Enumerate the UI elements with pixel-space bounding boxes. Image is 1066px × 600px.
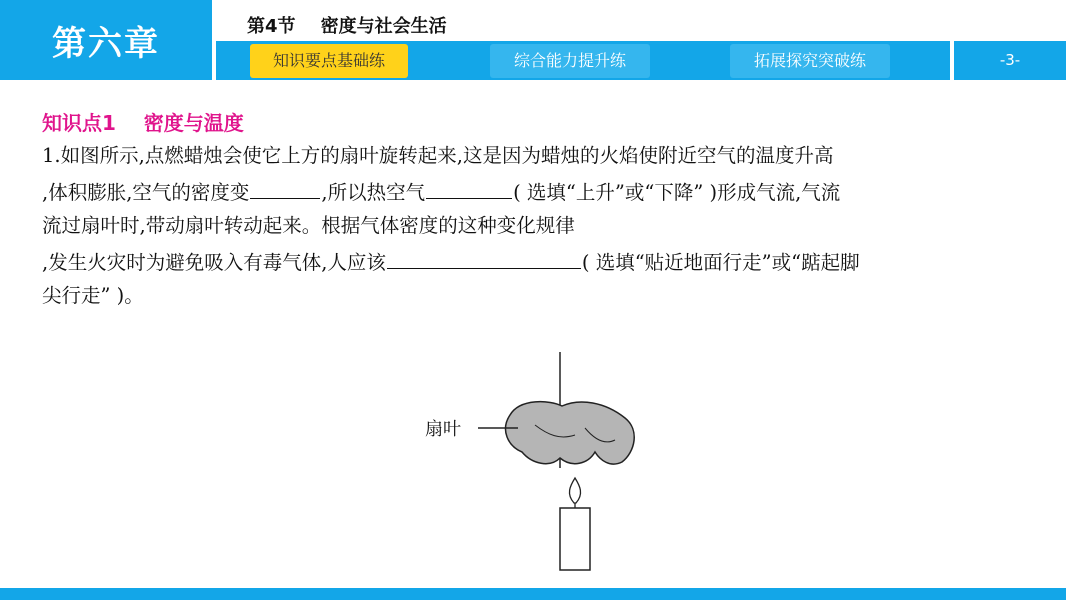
bottom-bar <box>0 588 1066 600</box>
fan-label: 扇叶 <box>425 419 461 440</box>
question-text: ,所以热空气 <box>321 181 426 204</box>
chapter-title: 第六章 <box>0 0 212 80</box>
question-text: ( 选填“贴近地面行走”或“踮起脚 <box>581 251 860 274</box>
tab-basic-practice[interactable]: 知识要点基础练 <box>250 44 408 78</box>
question-text: ,体积膨胀,空气的密度变 <box>42 181 250 204</box>
question-text: ( 选填“上升”或“下降” )形成气流,气流 <box>513 181 841 204</box>
candle-flame <box>569 478 580 503</box>
answer-blank-3[interactable] <box>387 248 581 269</box>
tab-ability-improvement[interactable]: 综合能力提升练 <box>490 44 650 78</box>
candle-body <box>560 508 590 570</box>
tab-exploration[interactable]: 拓展探究突破练 <box>730 44 890 78</box>
answer-blank-1[interactable] <box>250 178 320 199</box>
knowledge-point-heading: 知识点1 密度与温度 <box>42 111 244 135</box>
question-line-3: 流过扇叶时,带动扇叶转动起来。根据气体密度的这种变化规律 <box>42 214 575 237</box>
question-line-1: 1.如图所示,点燃蜡烛会使它上方的扇叶旋转起来,这是因为蜡烛的火焰使附近空气的温度升高 <box>42 144 834 167</box>
fan-blade-shape <box>506 402 635 464</box>
question-line-4 <box>42 248 860 276</box>
question-text: ,发生火灾时为避免吸入有毒气体,人应该 <box>42 251 386 274</box>
page-number: -3- <box>954 41 1066 80</box>
question-line-2 <box>42 178 840 206</box>
answer-blank-2[interactable] <box>426 178 512 199</box>
candle-fan-figure <box>400 340 660 580</box>
section-title: 第4节 密度与社会生活 <box>247 16 447 37</box>
question-line-5: 尖行走” )。 <box>42 284 144 307</box>
